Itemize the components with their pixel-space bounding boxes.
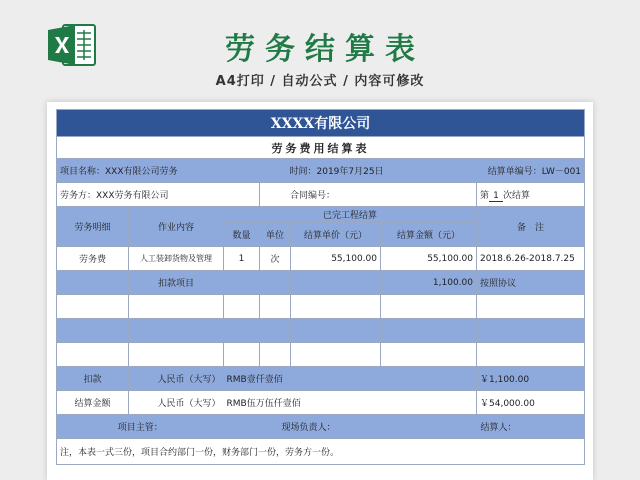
settle-count-cell[interactable] [477, 183, 585, 207]
settlement-value[interactable]: ￥54,000.00 [477, 391, 585, 415]
settlement-table [56, 109, 585, 465]
settle-suffix: 次结算 [503, 190, 531, 201]
col-amount-header[interactable]: 结算金额（元） [381, 223, 477, 247]
empty-cell[interactable] [224, 319, 260, 343]
col-unit-header[interactable]: 单位 [260, 223, 291, 247]
empty-cell[interactable] [291, 343, 381, 367]
sign-settler[interactable]: 结算人： [477, 415, 585, 439]
empty-cell[interactable] [291, 295, 381, 319]
settlement-label[interactable]: 结算金额 [57, 391, 129, 415]
empty-cell[interactable] [477, 319, 585, 343]
row2-unit[interactable] [260, 271, 291, 295]
settle-prefix: 第 [480, 190, 490, 201]
row2-qty[interactable] [224, 271, 260, 295]
row1-amount[interactable]: 55,100.00 [381, 247, 477, 271]
row1-content[interactable]: 人工装卸货物及管理 [129, 247, 224, 271]
deduction-rmb-words[interactable]: RMB壹仟壹佰 [224, 367, 477, 391]
empty-cell[interactable] [381, 343, 477, 367]
empty-cell[interactable] [129, 319, 224, 343]
empty-cell[interactable] [477, 295, 585, 319]
page-header [0, 0, 640, 100]
empty-cell[interactable] [260, 343, 291, 367]
row1-remark[interactable]: 2018.6.26-2018.7.25 [477, 247, 585, 271]
row1-unit-price[interactable]: 55,100.00 [291, 247, 381, 271]
company-name[interactable]: XXXX有限公司 [57, 110, 585, 137]
table-row [57, 343, 585, 367]
deduction-label[interactable]: 扣款 [57, 367, 129, 391]
settle-number: 1 [489, 191, 503, 202]
row2-unit-price[interactable] [291, 271, 381, 295]
deduction-value[interactable]: ￥1,100.00 [477, 367, 585, 391]
time-cell[interactable]: 时间：2019年7月25日 [224, 159, 477, 183]
page-subtitle: A4打印 / 自动公式 / 内容可修改 [215, 74, 425, 89]
empty-cell[interactable] [224, 343, 260, 367]
empty-cell[interactable] [260, 319, 291, 343]
sign-pm[interactable]: 项目主管： [57, 415, 224, 439]
row1-qty[interactable]: 1 [224, 247, 260, 271]
empty-cell[interactable] [57, 319, 129, 343]
empty-cell[interactable] [129, 295, 224, 319]
row2-amount[interactable]: 1,100.00 [381, 271, 477, 295]
row2-content[interactable]: 扣款项目 [129, 271, 224, 295]
settlement-row [57, 391, 585, 415]
settlement-rmb-label[interactable]: 人民币（大写） [129, 391, 224, 415]
project-name-cell[interactable]: 项目名称：XXX有限公司劳务 [57, 159, 224, 183]
settlement-rmb-words[interactable]: RMB伍万伍仟壹佰 [224, 391, 477, 415]
empty-cell[interactable] [291, 319, 381, 343]
deduction-row [57, 367, 585, 391]
col-unit-price-header[interactable]: 结算单价（元） [291, 223, 381, 247]
footer-note[interactable]: 注，本表一式三份，项目合约部门一份，财务部门一份，劳务方一份。 [57, 439, 585, 465]
signature-row [57, 415, 585, 439]
row1-detail[interactable]: 劳务费 [57, 247, 129, 271]
table-row [57, 295, 585, 319]
contract-no-cell[interactable]: 合同编号： [260, 183, 477, 207]
empty-cell[interactable] [129, 343, 224, 367]
empty-cell[interactable] [477, 343, 585, 367]
spreadsheet-sheet [47, 102, 593, 480]
page-title: 劳务结算表 [225, 32, 425, 67]
table-row [57, 319, 585, 343]
table-row [57, 247, 585, 271]
row2-remark[interactable]: 按照协议 [477, 271, 585, 295]
empty-cell[interactable] [260, 295, 291, 319]
col-remark-header[interactable]: 备 注 [477, 207, 585, 247]
row1-unit[interactable]: 次 [260, 247, 291, 271]
col-content-header[interactable]: 作业内容 [129, 207, 224, 247]
settlement-no-cell[interactable]: 结算单编号：LW－001 [477, 159, 585, 183]
empty-cell[interactable] [57, 343, 129, 367]
col-qty-header[interactable]: 数量 [224, 223, 260, 247]
row2-detail[interactable] [57, 271, 129, 295]
table-row [57, 271, 585, 295]
sign-site[interactable]: 现场负责人： [224, 415, 477, 439]
form-title[interactable]: 劳务费用结算表 [57, 137, 585, 159]
empty-cell[interactable] [224, 295, 260, 319]
empty-cell[interactable] [381, 295, 477, 319]
deduction-rmb-label[interactable]: 人民币（大写） [129, 367, 224, 391]
labor-party-cell[interactable]: 劳务方：XXX劳务有限公司 [57, 183, 260, 207]
empty-cell[interactable] [381, 319, 477, 343]
col-completed-header[interactable]: 已完工程结算 [224, 207, 477, 223]
empty-cell[interactable] [57, 295, 129, 319]
col-detail-header[interactable]: 劳务明细 [57, 207, 129, 247]
